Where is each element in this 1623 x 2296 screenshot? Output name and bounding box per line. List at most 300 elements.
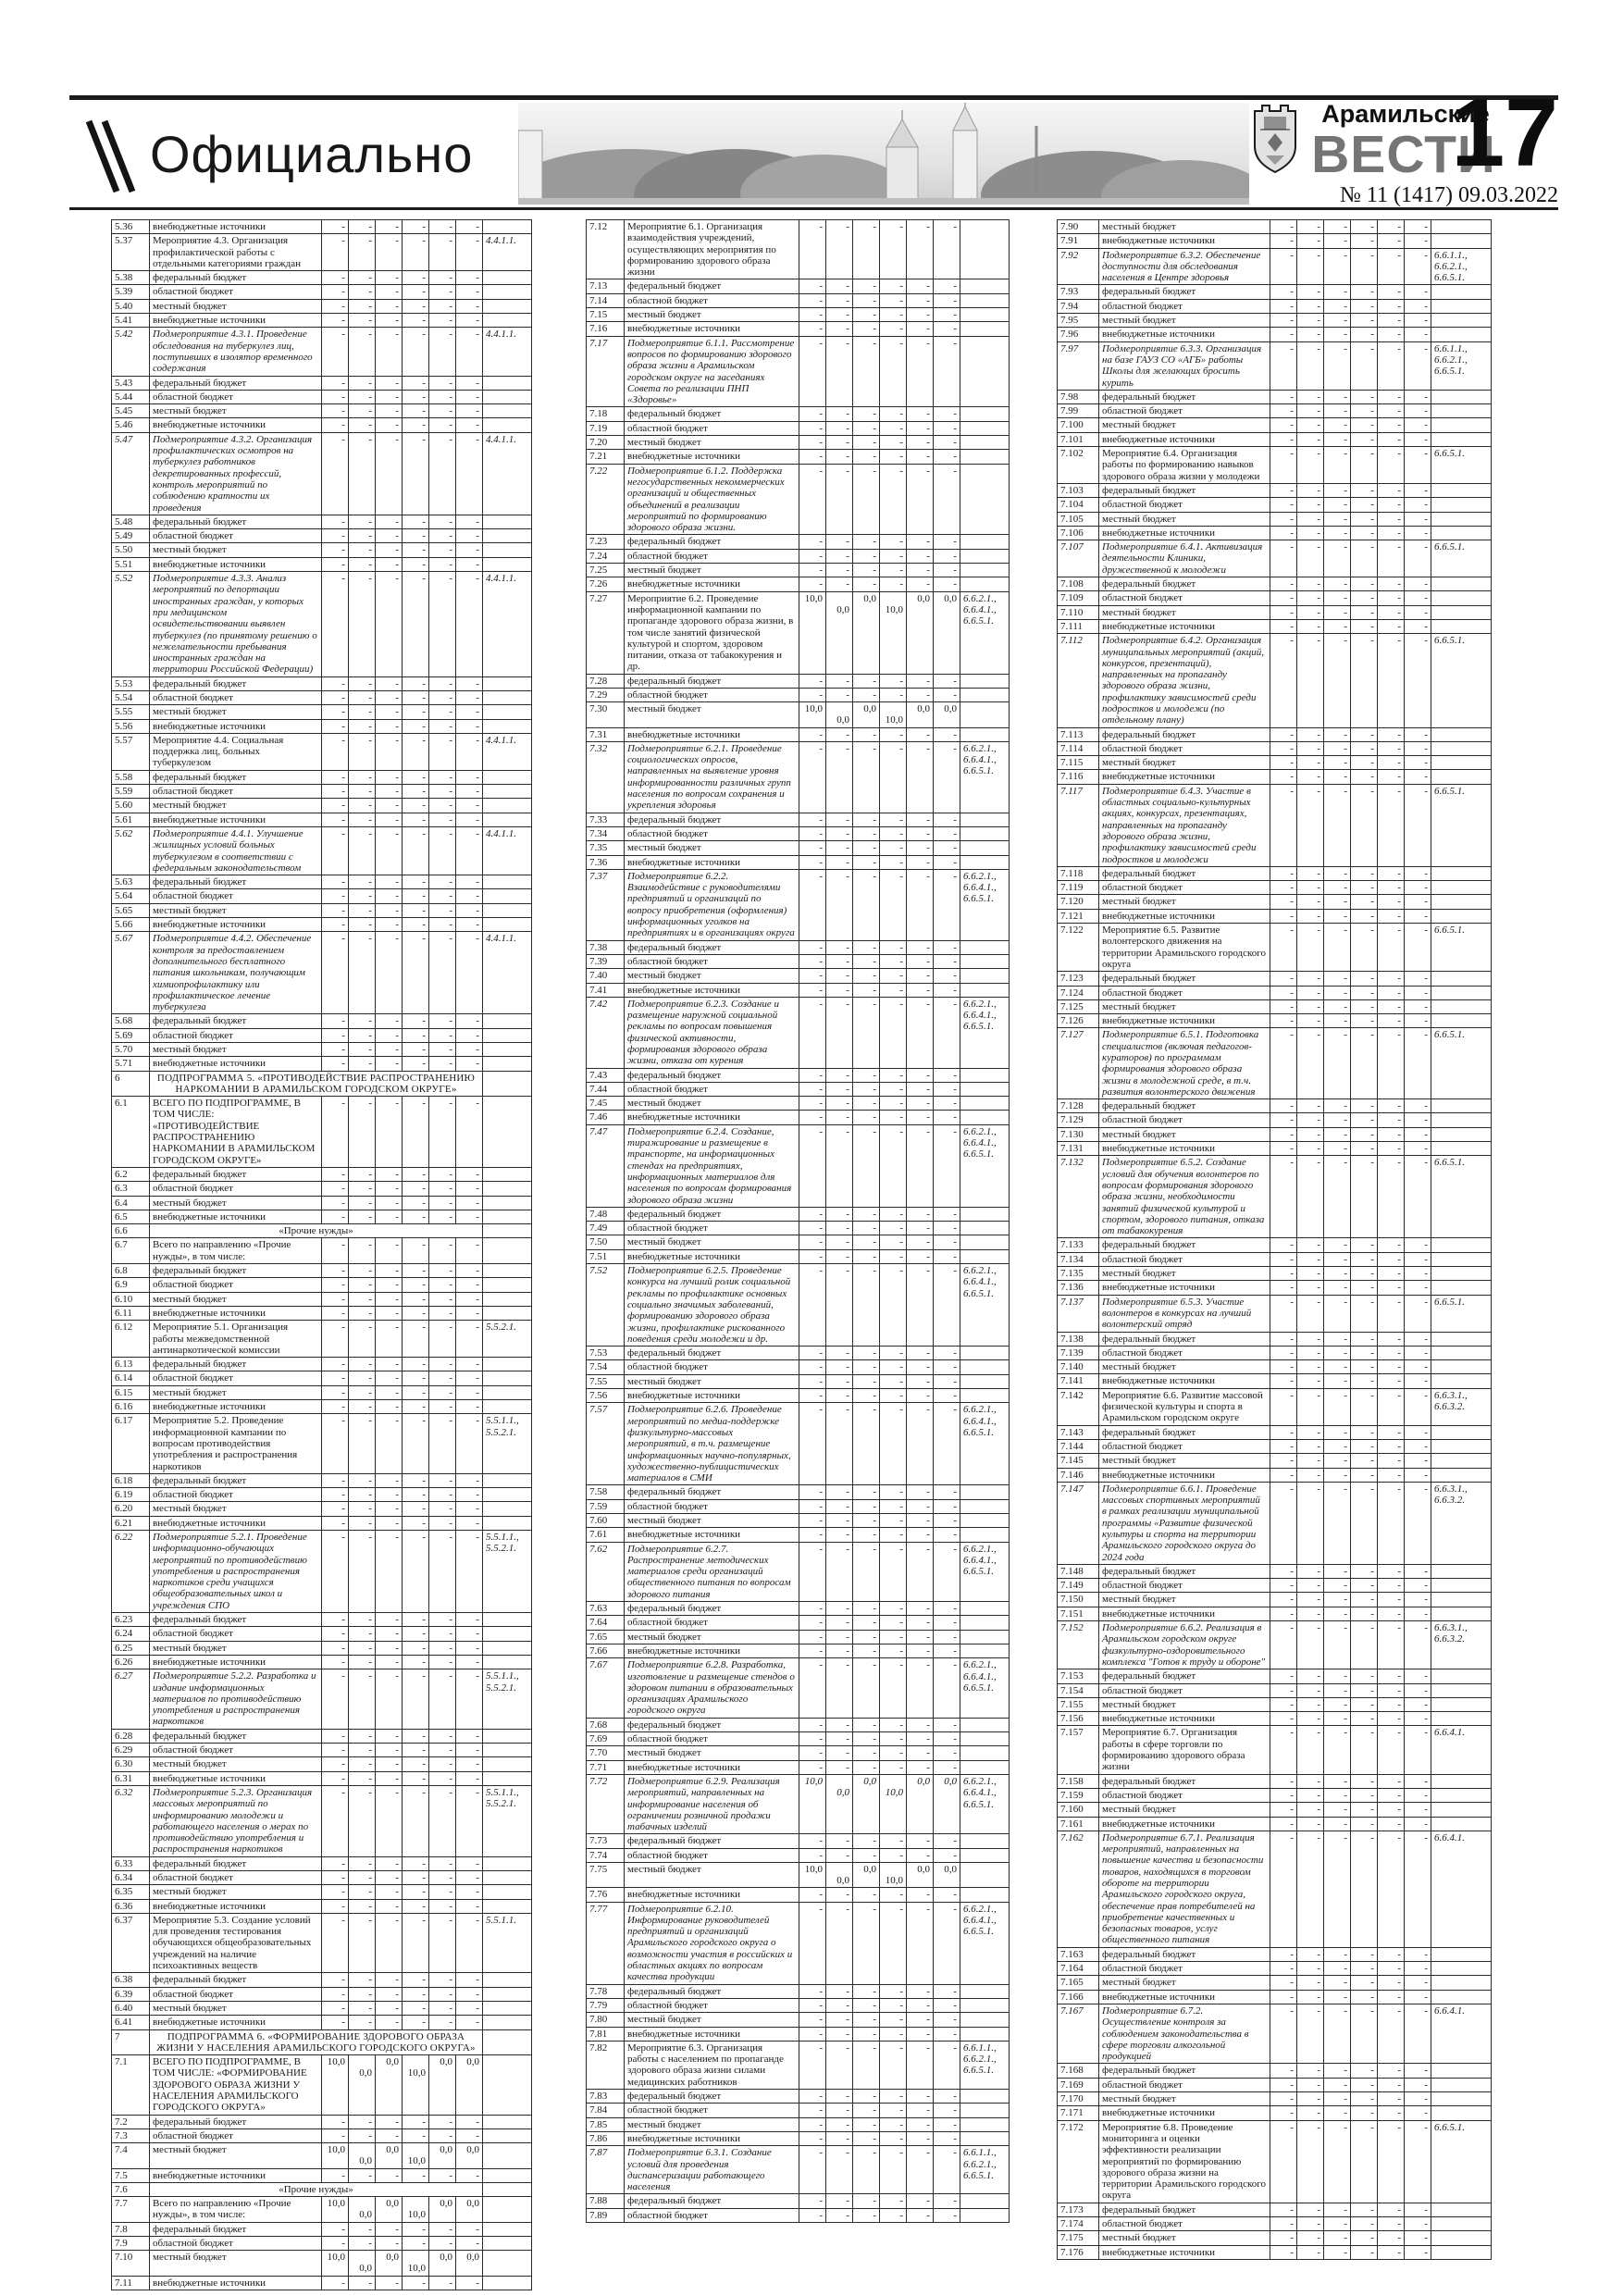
row-label: Подмероприятие 6.4.2. Организация муниципальных мероприятий (акций, конкурсов, презентаций), направленных на пропаганду здорового образа жизни, профилактику зависимостей среди подростков и молодежи (по отдельному плану) (1099, 634, 1270, 727)
row-number: 5.56 (112, 719, 150, 733)
value-cell: - (1378, 248, 1405, 285)
row-number: 7.3 (112, 2128, 150, 2142)
row-label: Подмероприятие 4.4.1. Улучшение жилищных условий больных туберкулезом в соответствии с федеральным законодательством (150, 826, 322, 875)
value-cell: - (1405, 619, 1431, 633)
value-cell: - (1405, 1360, 1431, 1374)
value-cell: - (1378, 1831, 1405, 1947)
value-cell: - (322, 543, 349, 557)
row-number: 7.158 (1058, 1774, 1099, 1788)
row-label: областной бюджет (150, 1371, 322, 1385)
value-cell: - (1297, 999, 1324, 1013)
table-row (112, 1210, 532, 1223)
value-cell: - (826, 940, 853, 954)
value-cell: - (907, 2013, 934, 2027)
row-label: местный бюджет (1099, 1454, 1270, 1468)
row-label: внебюджетные источники (1099, 1607, 1270, 1620)
value-cell: - (1270, 577, 1297, 591)
row-number: 5.60 (112, 799, 150, 813)
value-cell: - (1270, 1697, 1297, 1711)
row-label: внебюджетные источники (150, 2276, 322, 2290)
code-cell (960, 1360, 1010, 1374)
row-label: местный бюджет (150, 299, 322, 313)
row-label: федеральный бюджет (1099, 2203, 1270, 2216)
value-cell: - (1297, 1669, 1324, 1683)
value-cell: 0,0 (429, 2197, 456, 2223)
table-row (1058, 2203, 1492, 2216)
table-row (1058, 540, 1492, 577)
value-cell: - (403, 826, 429, 875)
row-label: Мероприятие 6.4. Организация работы по формированию навыков здорового образа жизни у молодежи (1099, 447, 1270, 484)
value-cell: - (1378, 341, 1405, 390)
code-cell (483, 1196, 532, 1210)
value-cell: - (799, 1848, 826, 1862)
code-cell (960, 983, 1010, 997)
value-cell: - (322, 889, 349, 903)
value-cell: - (1351, 432, 1378, 446)
value-cell: - (1405, 1127, 1431, 1141)
value-cell: - (853, 983, 880, 997)
table-row (587, 1888, 1010, 1902)
row-number: 7.64 (587, 1616, 625, 1630)
value-cell: - (853, 2013, 880, 2027)
value-cell: - (1324, 1028, 1351, 1099)
table-row (1058, 220, 1492, 234)
value-cell: - (907, 983, 934, 997)
value-cell: - (429, 1196, 456, 1210)
row-number: 7.146 (1058, 1468, 1099, 1482)
value-cell: - (934, 826, 960, 840)
value-cell: - (799, 2027, 826, 2041)
row-number: 6.19 (112, 1488, 150, 1502)
value-cell: - (880, 1644, 907, 1657)
code-cell: 6.6.2.1., 6.6.4.1., 6.6.5.1. (960, 997, 1010, 1068)
value-cell: - (1297, 1976, 1324, 1990)
value-cell: - (429, 2115, 456, 2128)
row-number: 6.3 (112, 1182, 150, 1196)
table-row (1058, 1281, 1492, 1295)
value-cell: - (429, 1292, 456, 1306)
value-cell: - (456, 432, 483, 515)
row-label: Подмероприятие 6.2.4. Создание, тиражирование и размещение в транспорте, на информационных стендах на предприятиях, информационных материалов для населения по вопросам формирования здорового образа жизни (625, 1124, 799, 1207)
value-cell: - (1270, 1803, 1297, 1817)
value-cell: - (1405, 248, 1431, 285)
table-row (587, 1834, 1010, 1848)
value-cell: - (1297, 1683, 1324, 1697)
value-cell: - (1297, 1454, 1324, 1468)
value-cell: - (456, 690, 483, 704)
brand-name-top: Арамильские (1321, 100, 1490, 128)
row-label: местный бюджет (625, 1863, 799, 1888)
code-cell (483, 1238, 532, 1264)
code-cell: 5.5.2.1. (483, 1321, 532, 1358)
row-number: 7.166 (1058, 1990, 1099, 2004)
value-cell: - (403, 1182, 429, 1196)
value-cell: - (403, 1400, 429, 1414)
value-cell: - (456, 826, 483, 875)
value-cell: - (907, 813, 934, 826)
table-row (112, 1224, 532, 1238)
value-cell: - (456, 2016, 483, 2029)
value-cell: - (1297, 299, 1324, 313)
value-cell: - (403, 813, 429, 826)
table-row (1058, 605, 1492, 619)
value-cell: - (853, 1347, 880, 1360)
value-cell: - (826, 436, 853, 450)
row-number: 7.68 (587, 1718, 625, 1731)
code-cell: 6.6.1.1., 6.6.2.1., 6.6.5.1. (960, 2146, 1010, 2194)
table-row (112, 1488, 532, 1502)
value-cell: - (934, 1732, 960, 1746)
row-number: 7.152 (1058, 1621, 1099, 1669)
value-cell: 10,0 (880, 591, 907, 674)
value-cell: - (1324, 234, 1351, 248)
value-cell: - (1297, 1817, 1324, 1831)
table-row (587, 1082, 1010, 1096)
value-cell: - (907, 1834, 934, 1848)
code-cell (960, 1513, 1010, 1527)
value-cell: - (880, 336, 907, 407)
code-cell (1431, 770, 1492, 784)
value-cell: - (1351, 1803, 1378, 1817)
code-cell (1431, 1099, 1492, 1113)
row-label: местный бюджет (625, 2117, 799, 2131)
value-cell: - (403, 1641, 429, 1655)
value-cell: - (1351, 1962, 1378, 1976)
value-cell: - (1378, 1332, 1405, 1346)
row-label: местный бюджет (150, 799, 322, 813)
value-cell: - (429, 1973, 456, 1987)
value-cell: - (1270, 1593, 1297, 1607)
table-row (112, 390, 532, 403)
value-cell: - (826, 2104, 853, 2117)
row-number: 7.143 (1058, 1425, 1099, 1439)
value-cell: - (880, 841, 907, 855)
table-row (587, 549, 1010, 563)
row-label: местный бюджет (625, 969, 799, 983)
row-number: 5.53 (112, 676, 150, 690)
value-cell: - (934, 1984, 960, 1998)
value-cell: - (456, 1488, 483, 1502)
value-cell: - (456, 1627, 483, 1641)
table-row (1058, 1252, 1492, 1266)
value-cell: - (853, 1718, 880, 1731)
value-cell: - (934, 1902, 960, 1984)
value-cell: - (1351, 220, 1378, 234)
value-cell: - (403, 1371, 429, 1385)
table-row (587, 940, 1010, 954)
row-number: 7.55 (587, 1374, 625, 1388)
row-label: местный бюджет (150, 1196, 322, 1210)
value-cell: - (1297, 1579, 1324, 1593)
value-cell: - (1378, 756, 1405, 770)
value-cell: - (456, 1856, 483, 1870)
code-cell (483, 799, 532, 813)
code-cell (1431, 1360, 1492, 1374)
code-cell (960, 577, 1010, 591)
table-row (112, 932, 532, 1014)
value-cell: - (456, 903, 483, 917)
value-cell: - (456, 1210, 483, 1223)
value-cell: - (1324, 634, 1351, 727)
row-label: областной бюджет (150, 285, 322, 299)
value-cell: - (1378, 285, 1405, 299)
table-row (112, 1057, 532, 1071)
row-number: 7.111 (1058, 619, 1099, 633)
value-cell: - (853, 1068, 880, 1082)
value-cell: - (322, 2168, 349, 2182)
value-cell: - (1297, 1332, 1324, 1346)
row-label: федеральный бюджет (625, 1984, 799, 1998)
value-cell: - (826, 969, 853, 983)
value-cell: - (799, 1834, 826, 1848)
table-row (587, 2041, 1010, 2089)
code-cell (483, 1856, 532, 1870)
value-cell: - (1324, 1962, 1351, 1976)
row-number: 7.142 (1058, 1388, 1099, 1425)
row-number: 6.10 (112, 1292, 150, 1306)
row-number: 7.30 (587, 702, 625, 727)
row-number: 7.5 (112, 2168, 150, 2182)
value-cell: - (934, 1389, 960, 1403)
value-cell: - (349, 557, 376, 571)
row-number: 5.57 (112, 733, 150, 770)
section-title-row: ПОДПРОГРАММА 6. «ФОРМИРОВАНИЕ ЗДОРОВОГО ОБРАЗА ЖИЗНИ У НАСЕЛЕНИЯ АРАМИЛЬСКОГО ГОРОДСКОГО ОКРУГА» (150, 2029, 483, 2055)
value-cell: - (880, 1403, 907, 1485)
row-number: 7.130 (1058, 1127, 1099, 1141)
row-number: 7.54 (587, 1360, 625, 1374)
value-cell: - (880, 1542, 907, 1601)
value-cell: - (322, 1400, 349, 1414)
code-cell (960, 813, 1010, 826)
value-cell: - (349, 1473, 376, 1487)
row-number: 7.161 (1058, 1817, 1099, 1831)
value-cell: - (1378, 1014, 1405, 1028)
value-cell: - (934, 1207, 960, 1221)
table-row (112, 785, 532, 799)
row-number: 7.106 (1058, 526, 1099, 540)
table-row (112, 1744, 532, 1757)
table-row (112, 285, 532, 299)
row-label: внебюджетные источники (625, 1760, 799, 1774)
value-cell: - (799, 1207, 826, 1221)
value-cell: - (1297, 1712, 1324, 1726)
row-number: 7.40 (587, 969, 625, 983)
row-label: местный бюджет (1099, 1267, 1270, 1281)
code-cell: 4.4.1.1. (483, 733, 532, 770)
row-label: федеральный бюджет (625, 1068, 799, 1082)
value-cell: - (456, 1871, 483, 1885)
value-cell: - (403, 1210, 429, 1223)
value-cell: - (403, 1729, 429, 1743)
value-cell: - (1351, 285, 1378, 299)
code-cell (1431, 418, 1492, 432)
row-number: 7.125 (1058, 999, 1099, 1013)
value-cell: - (1378, 1360, 1405, 1374)
code-cell (1431, 619, 1492, 633)
value-cell: - (934, 1602, 960, 1616)
value-cell: - (1324, 1788, 1351, 1802)
row-label: внебюджетные источники (150, 2016, 322, 2029)
table-row (112, 557, 532, 571)
table-row (112, 2222, 532, 2236)
row-number: 7.11 (112, 2276, 150, 2290)
value-cell: - (1351, 1712, 1378, 1726)
value-cell: - (934, 855, 960, 869)
row-number: 7.39 (587, 954, 625, 968)
code-cell (1431, 866, 1492, 880)
table-row (1058, 1976, 1492, 1990)
value-cell: - (934, 1249, 960, 1263)
table-row (112, 1871, 532, 1885)
value-cell: - (853, 407, 880, 421)
value-cell: - (429, 1400, 456, 1414)
table-row (587, 1499, 1010, 1513)
value-cell: - (799, 2146, 826, 2194)
value-cell: 0,0 (934, 591, 960, 674)
value-cell: - (799, 969, 826, 983)
value-cell: - (1270, 404, 1297, 418)
city-crest-icon (1251, 102, 1299, 179)
value-cell: - (1405, 1817, 1431, 1831)
value-cell: - (799, 2090, 826, 2104)
value-cell: - (799, 293, 826, 307)
value-cell: - (376, 1278, 403, 1292)
value-cell: - (349, 1182, 376, 1196)
row-number: 7.41 (587, 983, 625, 997)
value-cell: - (934, 997, 960, 1068)
value-cell: - (853, 1513, 880, 1527)
code-cell (483, 1641, 532, 1655)
value-cell: - (403, 299, 429, 313)
code-cell (1431, 2245, 1492, 2259)
value-cell: - (799, 1111, 826, 1124)
row-number: 7.110 (1058, 605, 1099, 619)
row-number: 7.76 (587, 1888, 625, 1902)
code-cell (483, 903, 532, 917)
value-cell: - (456, 1182, 483, 1196)
table-row (587, 1644, 1010, 1657)
value-cell: - (853, 1616, 880, 1630)
value-cell: - (349, 1057, 376, 1071)
table-row (112, 314, 532, 328)
value-cell: - (1378, 1156, 1405, 1238)
value-cell: - (799, 1658, 826, 1718)
value-cell: - (349, 719, 376, 733)
value-cell: - (1324, 341, 1351, 390)
value-cell: - (799, 2208, 826, 2222)
value-cell: - (1324, 881, 1351, 895)
value-cell: - (1297, 2231, 1324, 2245)
table-row (587, 1616, 1010, 1630)
row-label: внебюджетные источники (1099, 770, 1270, 784)
row-number: 7.159 (1058, 1788, 1099, 1802)
value-cell: - (853, 220, 880, 279)
row-label: внебюджетные источники (150, 719, 322, 733)
code-cell (1431, 2106, 1492, 2120)
value-cell: 0,0 (907, 702, 934, 727)
row-label: областной бюджет (625, 2208, 799, 2222)
value-cell: - (1297, 1564, 1324, 1578)
value-cell: - (1378, 727, 1405, 741)
value-cell: - (1324, 1156, 1351, 1238)
row-number: 7.16 (587, 322, 625, 336)
row-number: 7.139 (1058, 1346, 1099, 1359)
value-cell: - (1405, 1028, 1431, 1099)
value-cell: - (853, 969, 880, 983)
code-cell (483, 2001, 532, 2015)
row-number: 7.61 (587, 1528, 625, 1542)
value-cell: - (907, 308, 934, 322)
row-number: 5.49 (112, 529, 150, 543)
value-cell: - (1270, 299, 1297, 313)
code-cell (483, 705, 532, 719)
value-cell: - (403, 2168, 429, 2182)
value-cell: - (880, 1235, 907, 1249)
value-cell: - (907, 1542, 934, 1601)
row-label: федеральный бюджет (1099, 1774, 1270, 1788)
value-cell: - (934, 421, 960, 435)
value-cell: - (1405, 1593, 1431, 1607)
value-cell: - (907, 1718, 934, 1731)
row-number: 6.26 (112, 1655, 150, 1669)
value-cell: - (853, 1602, 880, 1616)
value-cell: - (934, 1374, 960, 1388)
value-cell: - (322, 2016, 349, 2029)
value-cell: - (322, 2276, 349, 2290)
code-cell (483, 2055, 532, 2115)
value-cell: - (349, 1358, 376, 1371)
value-cell: - (376, 1729, 403, 1743)
value-cell: - (1378, 2245, 1405, 2259)
code-cell (483, 875, 532, 889)
value-cell: - (1378, 1099, 1405, 1113)
row-number: 7.70 (587, 1746, 625, 1760)
row-number: 5.70 (112, 1043, 150, 1057)
table-row (587, 2027, 1010, 2041)
value-cell: - (456, 1014, 483, 1028)
code-cell (1431, 1454, 1492, 1468)
value-cell: - (1351, 2245, 1378, 2259)
value-cell: - (376, 1043, 403, 1057)
value-cell: - (934, 2117, 960, 2131)
value-cell: - (1351, 1028, 1378, 1099)
value-cell: - (322, 1973, 349, 1987)
value-cell: - (1378, 390, 1405, 403)
value-cell: - (322, 299, 349, 313)
value-cell: - (934, 688, 960, 701)
value-cell: - (1324, 2106, 1351, 2120)
table-row (112, 903, 532, 917)
code-cell (483, 1306, 532, 1320)
value-cell: - (1405, 390, 1431, 403)
value-cell: - (1378, 1374, 1405, 1388)
row-label: областной бюджет (625, 1998, 799, 2012)
value-cell: - (1405, 972, 1431, 986)
value-cell: - (1378, 2078, 1405, 2091)
value-cell: - (799, 450, 826, 464)
row-label: областной бюджет (625, 1360, 799, 1374)
value-cell: - (934, 1222, 960, 1235)
value-cell: - (1324, 1281, 1351, 1295)
value-cell: - (1351, 2078, 1378, 2091)
table-row (112, 1530, 532, 1612)
value-cell: - (799, 2117, 826, 2131)
value-cell: - (349, 234, 376, 271)
row-label: областной бюджет (1099, 1252, 1270, 1266)
row-label: внебюджетные источники (1099, 1142, 1270, 1156)
value-cell: 0,0 (349, 2197, 376, 2223)
value-cell: - (1297, 2004, 1324, 2063)
